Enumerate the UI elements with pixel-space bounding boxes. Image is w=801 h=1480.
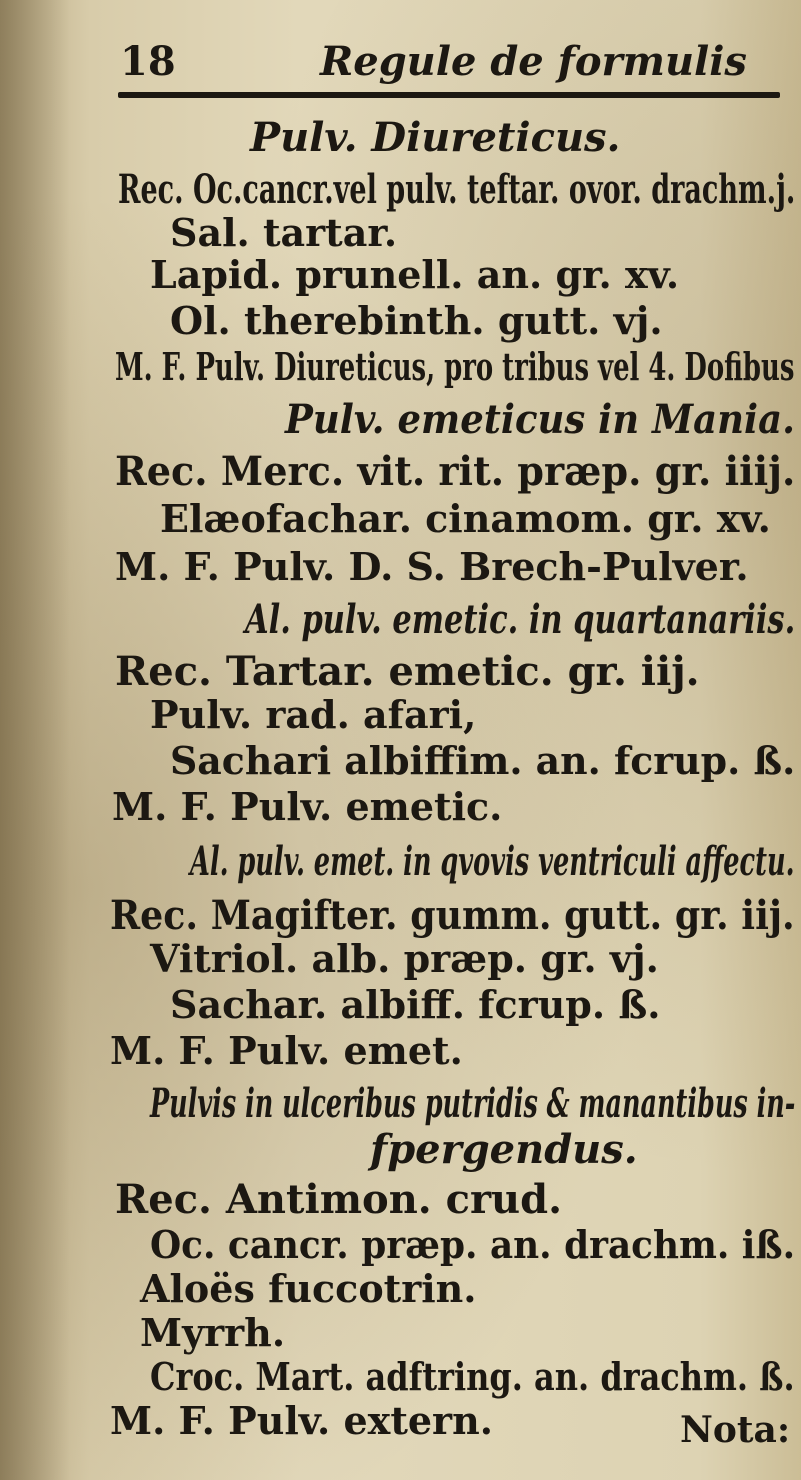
page-header [120, 38, 780, 98]
formula-line: M. F. Pulv. Diureticus, pro tribus vel 4. Dofibus [115, 344, 795, 389]
running-head: Regule de formulis [320, 38, 747, 85]
recipe-line: Rec. Oc.cancr.vel pulv. teftar. ovor. drachm.j. [118, 166, 796, 213]
formula-line: M. F. Pulv. emet. [110, 1028, 463, 1073]
section-title: Pulvis in ulceribus putridis & manantibus in- [150, 1080, 796, 1127]
recipe-line: Rec. Merc. vit. rit. præp. gr. iiij. [115, 448, 796, 495]
formula-line: M. F. Pulv. D. S. Brech-Pulver. [115, 544, 749, 589]
ingredient-line: Aloës fuccotrin. [140, 1266, 477, 1311]
section-title: Al. pulv. emetic. in quartanariis. [245, 596, 796, 643]
ingredient-line: Sachari albiffim. an. fcrup. ß. [170, 738, 796, 783]
formula-line: M. F. Pulv. emetic. [112, 784, 503, 829]
recipe-line: Rec. Tartar. emetic. gr. iij. [115, 648, 700, 695]
page-number: 18 [120, 38, 176, 85]
ingredient-line: Vitriol. alb. præp. gr. vj. [150, 936, 659, 981]
formula-line: M. F. Pulv. extern. [110, 1398, 493, 1443]
section-title: Pulv. emeticus in Mania. [285, 396, 795, 443]
ingredient-line: Sal. tartar. [170, 210, 398, 255]
ingredient-line: Ol. therebinth. gutt. vj. [170, 298, 663, 343]
section-title-continued: fpergendus. [370, 1126, 638, 1173]
section-title: Pulv. Diureticus. [250, 114, 621, 161]
ingredient-line: Croc. Mart. adftring. an. drachm. ß. [150, 1354, 795, 1399]
ingredient-line: Myrrh. [140, 1310, 286, 1355]
catchword: Nota: [680, 1409, 791, 1451]
ingredient-line: Elæofachar. cinamom. gr. xv. [160, 496, 771, 541]
page-edge-shadow [0, 0, 70, 1480]
section-title: Al. pulv. emet. in qvovis ventriculi affectu. [190, 838, 795, 885]
ingredient-line: Sachar. albiff. fcrup. ß. [170, 982, 661, 1027]
recipe-line: Rec. Antimon. crud. [115, 1176, 563, 1223]
ingredient-line: Oc. cancr. præp. an. drachm. iß. [150, 1222, 796, 1267]
ingredient-line: Lapid. prunell. an. gr. xv. [150, 252, 680, 297]
header-rule [118, 92, 780, 98]
recipe-line: Rec. Magifter. gumm. gutt. gr. iij. [110, 892, 795, 939]
ingredient-line: Pulv. rad. afari, [150, 692, 477, 737]
